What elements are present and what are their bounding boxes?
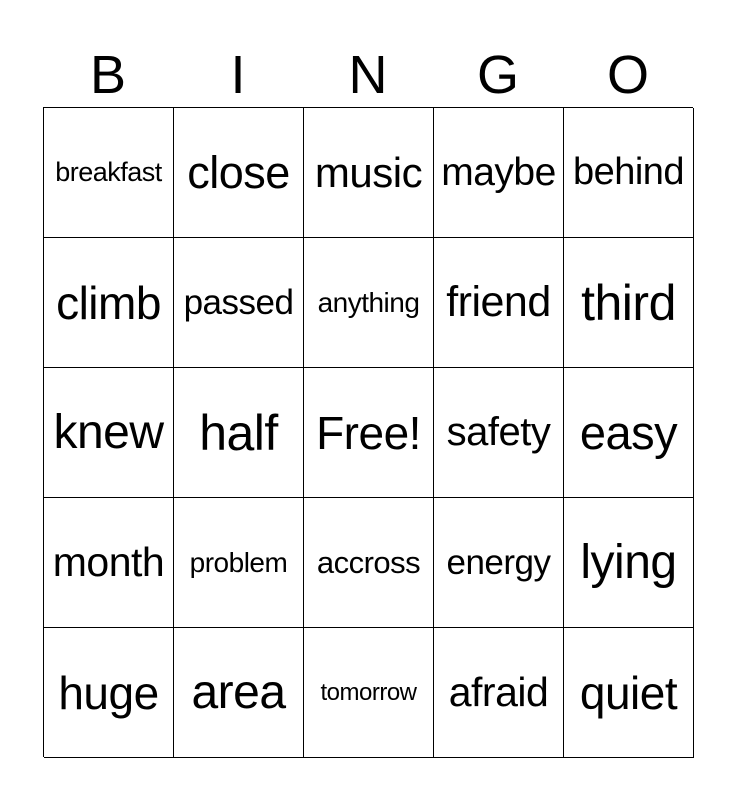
bingo-cell[interactable] [434,368,564,498]
cell-word: anything [317,286,420,318]
bingo-cell[interactable] [564,628,694,758]
bingo-cell[interactable] [44,498,174,628]
bingo-cell[interactable] [174,238,304,368]
cell-word: easy [579,406,678,459]
bingo-cell[interactable] [44,368,174,498]
cell-word: energy [446,542,551,582]
cell-word: afraid [448,669,549,715]
cell-word: half [199,404,278,461]
bingo-cell[interactable] [434,498,564,628]
bingo-cell[interactable] [174,108,304,238]
header-letter-g: G [476,45,519,105]
bingo-cell[interactable] [304,628,434,758]
bingo-header [43,44,693,106]
cell-word: lying [580,536,677,589]
bingo-cell[interactable] [434,108,564,238]
bingo-cell[interactable] [304,108,434,238]
bingo-cell[interactable] [564,498,694,628]
bingo-cell[interactable] [174,498,304,628]
bingo-cell[interactable] [304,498,434,628]
cell-word: behind [572,151,685,193]
cell-word: climb [56,276,161,329]
header-letter-n: N [348,45,388,105]
cell-word: music [314,148,423,196]
cell-word: problem [189,546,288,578]
cell-word: passed [183,282,294,322]
cell-word: area [191,666,286,719]
bingo-cell[interactable] [564,238,694,368]
free-space: Free! [316,406,421,459]
bingo-cell[interactable] [44,238,174,368]
bingo-cell[interactable] [304,368,434,498]
cell-word: knew [53,406,164,459]
cell-word: accross [316,544,421,580]
header-letter-o: O [606,45,649,105]
cell-word: close [187,146,290,198]
cell-word: tomorrow [320,678,417,706]
bingo-cell[interactable] [174,628,304,758]
bingo-board [43,107,693,757]
bingo-cell[interactable] [304,238,434,368]
header-letter-i: I [230,45,246,105]
header-letter-b: B [89,45,127,105]
cell-word: third [581,274,676,331]
bingo-cell[interactable] [564,108,694,238]
cell-word: maybe [441,150,556,194]
cell-word: breakfast [55,157,162,187]
bingo-cell[interactable] [44,628,174,758]
cell-word: safety [446,410,551,454]
bingo-cell[interactable] [174,368,304,498]
cell-word: friend [446,278,551,326]
cell-word: month [52,539,165,585]
bingo-cell[interactable] [434,628,564,758]
cell-word: huge [58,666,159,719]
bingo-cell[interactable] [434,238,564,368]
bingo-cell[interactable] [44,108,174,238]
cell-word: quiet [579,666,678,719]
bingo-cell[interactable] [564,368,694,498]
